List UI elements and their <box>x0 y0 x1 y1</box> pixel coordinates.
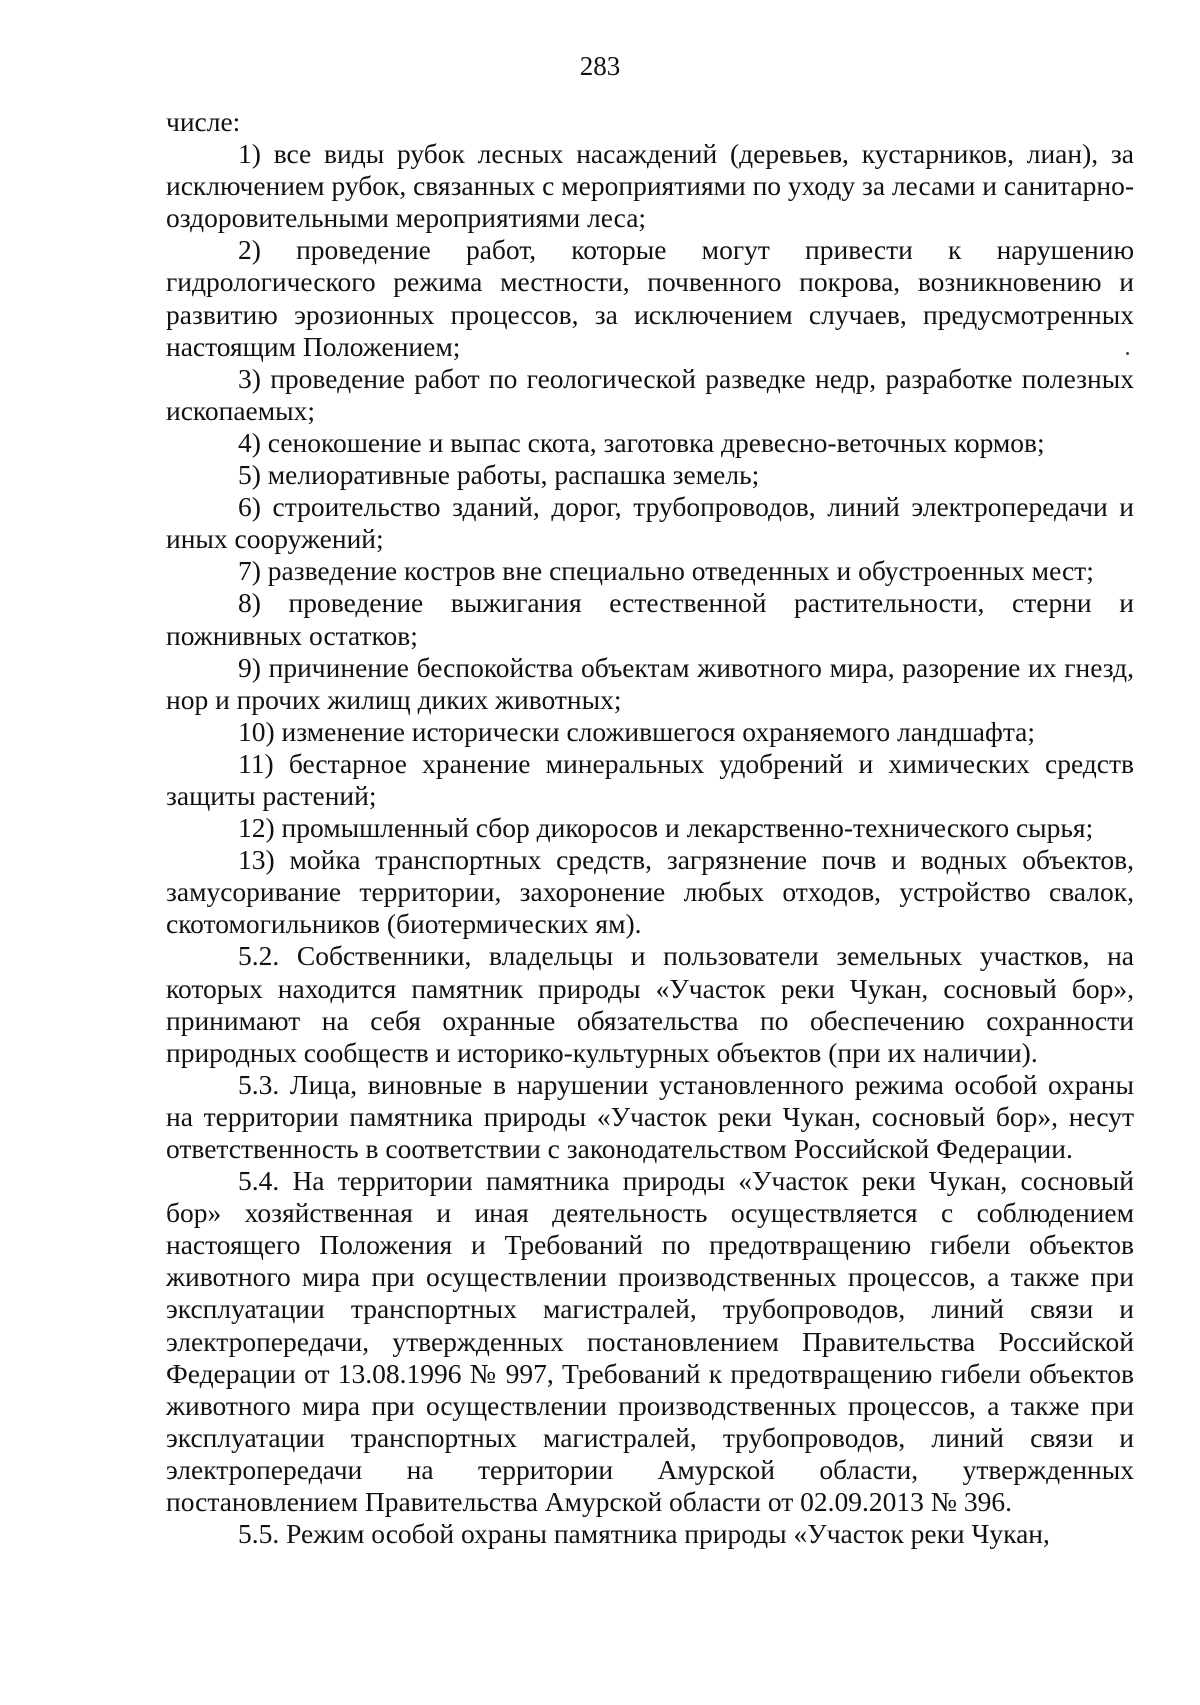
page-number: 283 <box>579 51 621 81</box>
list-item-7: 7) разведение костров вне специально отведенных и обустроенных мест; <box>238 555 1094 587</box>
list-item-13: 13) мойка транспортных средств, загрязнение почв и водных объектов, замусоривание территории, захоронение любых отходов, устройство свалок, скотомогильников (биотермических ям). <box>166 844 1134 940</box>
list-item-5: 5) мелиоративные работы, распашка земель; <box>238 459 760 491</box>
document-body <box>166 106 1134 1550</box>
list-item-3: 3) проведение работ по геологической разведке недр, разработке полезных ископаемых; <box>166 362 1134 426</box>
list-item-1: 1) все виды рубок лесных насаждений (деревьев, кустарников, лиан), за исключением рубок, связанных с мероприятиями по уходу за лесами и санитарно-оздоровительными мероприятиями леса; <box>166 138 1134 234</box>
list-item-8: 8) проведение выжигания естественной растительности, стерни и пожнивных остатков; <box>166 587 1134 651</box>
section-5-3: 5.3. Лица, виновные в нарушении установленного режима особой охраны на территории памятника природы «Участок реки Чукан, сосновый бор», несут ответственность в соответствии с законодательством Российской Федерации. <box>166 1068 1134 1164</box>
list-item-12: 12) промышленный сбор дикоросов и лекарственно-технического сырья; <box>238 812 1094 844</box>
list-item-2: 2) проведение работ, которые могут привести к нарушению гидрологического режима местности, почвенного покрова, возникновению и развитию эрозионных процессов, за исключением случаев, предусмотренных настоящим Положением; <box>166 234 1134 362</box>
section-5-4: 5.4. На территории памятника природы «Участок реки Чукан, сосновый бор» хозяйственная и иная деятельность осуществляется с соблюдением настоящего Положения и Требований по предотвращению гибели объектов животного мира при осуществлении производственных процессов, а также при эксплуатации транспортных магистралей, трубопроводов, линий связи и электропередачи, утвержденных постановлением Правительства Российской Федерации от 13.08.1996 № 997, Требований к предотвращению гибели объектов животного мира при осуществлении производственных процессов, а также при эксплуатации транспортных магистралей, трубопроводов, линий связи и электропередачи на территории Амурской области, утвержденных постановлением Правительства Амурской области от 02.09.2013 № 396. <box>166 1165 1134 1518</box>
scan-speck <box>1126 352 1129 355</box>
list-item-6: 6) строительство зданий, дорог, трубопроводов, линий электропередачи и иных сооружений; <box>166 491 1134 555</box>
list-item-4: 4) сенокошение и выпас скота, заготовка древесно-веточных кормов; <box>238 426 1045 458</box>
list-item-11: 11) бестарное хранение минеральных удобрений и химических средств защиты растений; <box>166 747 1134 811</box>
section-5-5: 5.5. Режим особой охраны памятника природы «Участок реки Чукан, <box>238 1518 1050 1550</box>
list-item-10: 10) изменение исторически сложившегося охраняемого ландшафта; <box>238 715 1036 747</box>
section-5-2: 5.2. Собственники, владельцы и пользователи земельных участков, на которых находится памятник природы «Участок реки Чукан, сосновый бор», принимают на себя охранные обязательства по обеспечению сохранности природных сообществ и историко-культурных объектов (при их наличии). <box>166 940 1134 1068</box>
list-item-9: 9) причинение беспокойства объектам животного мира, разорение их гнезд, нор и прочих жилищ диких животных; <box>166 651 1134 715</box>
paragraph-continuation: числе: <box>166 106 241 137</box>
